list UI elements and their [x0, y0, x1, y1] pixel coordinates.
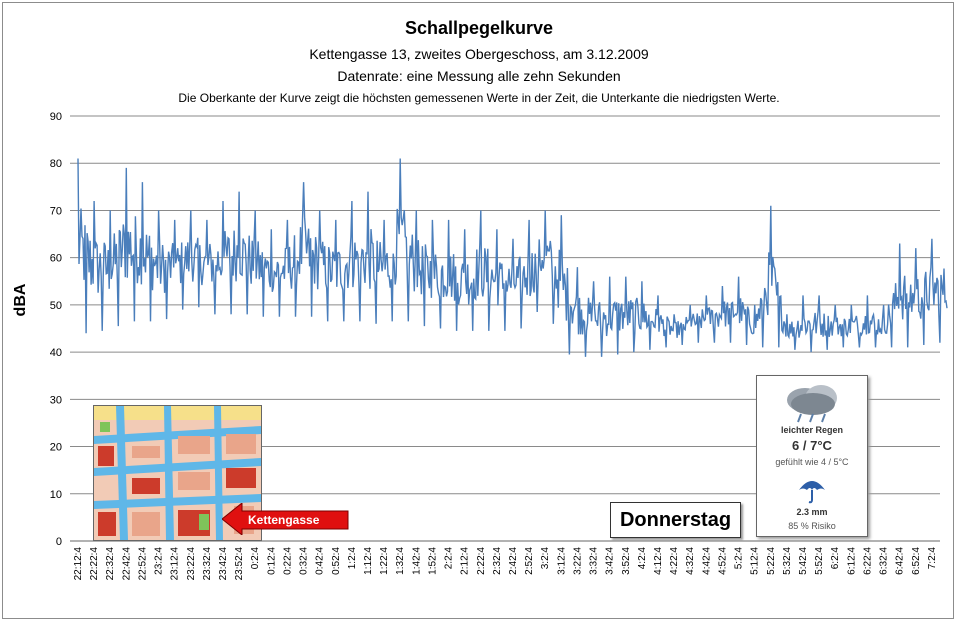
- x-tick-label: 5:12:4: [749, 547, 761, 575]
- weather-widget: [756, 375, 868, 537]
- x-tick-label: 0:32:4: [298, 547, 310, 575]
- x-tick-label: 22:42:4: [121, 547, 133, 581]
- x-tick-label: 2:42:4: [508, 547, 519, 575]
- x-tick-label: 23:42:4: [218, 547, 229, 581]
- x-tick-label: 0:2:4: [250, 547, 262, 570]
- x-tick-label: 4:12:4: [653, 547, 664, 575]
- x-tick-label: 3:2:4: [540, 547, 552, 570]
- y-tick-label: 90: [49, 111, 62, 123]
- x-tick-label: 0:12:4: [266, 547, 278, 575]
- chart-subtitle-location: Kettengasse 13, zweites Obergeschoss, am 3.12.2009: [309, 46, 649, 62]
- x-tick-label: 0:42:4: [314, 547, 326, 575]
- y-tick-label: 80: [49, 158, 62, 171]
- weather-risk: 85 % Risiko: [788, 521, 836, 531]
- weather-condition: leichter Regen: [780, 425, 844, 435]
- y-tick-label: 50: [49, 299, 62, 312]
- y-tick-label: 60: [49, 252, 62, 265]
- x-tick-label: 2:52:4: [524, 547, 536, 575]
- y-tick-label: 70: [49, 205, 62, 218]
- x-tick-label: 23:32:4: [201, 547, 213, 581]
- x-tick-label: 2:12:4: [459, 547, 471, 575]
- x-tick-label: 5:32:4: [781, 547, 793, 575]
- x-tick-label: 4:22:4: [669, 547, 681, 575]
- chart-note: Die Oberkante der Kurve zeigt die höchsten gemessenen Werte in der Zeit, die Unterkante die niedrigsten Werte.: [178, 91, 780, 105]
- x-tick-label: 1:42:4: [411, 547, 423, 575]
- x-tick-label: 6:32:4: [878, 547, 890, 575]
- x-tick-label: 3:52:4: [620, 547, 632, 575]
- x-tick-label: 22:52:4: [137, 547, 149, 581]
- x-tick-label: 23:52:4: [234, 547, 246, 581]
- x-tick-label: 1:22:4: [379, 547, 391, 575]
- x-tick-label: 22:32:4: [105, 547, 117, 581]
- x-tick-label: 3:12:4: [556, 547, 568, 575]
- x-tick-label: 22:12:4: [73, 547, 84, 581]
- y-tick-label: 30: [49, 394, 62, 407]
- x-tick-label: 6:52:4: [910, 547, 922, 575]
- x-tick-label: 3:32:4: [588, 547, 600, 575]
- x-tick-label: 1:52:4: [427, 547, 439, 575]
- x-tick-label: 22:22:4: [89, 547, 101, 581]
- day-label: Donnerstag: [610, 502, 741, 538]
- x-tick-label: 2:32:4: [491, 547, 503, 575]
- chart-subtitle-datarate: Datenrate: eine Messung alle zehn Sekunden: [337, 68, 621, 84]
- umbrella-icon: [797, 474, 827, 504]
- x-tick-label: 4:2:4: [636, 547, 648, 570]
- y-tick-label: 10: [49, 488, 62, 501]
- x-tick-label: 1:32:4: [395, 547, 407, 575]
- x-tick-label: 4:32:4: [685, 547, 697, 575]
- y-tick-label: 40: [49, 347, 62, 360]
- x-tick-label: 23:22:4: [185, 547, 197, 581]
- y-axis-label: dBA: [12, 283, 29, 317]
- cloud-rain-icon: [775, 380, 849, 424]
- x-tick-label: 5:42:4: [798, 547, 809, 575]
- x-tick-label: 4:42:4: [701, 547, 713, 575]
- y-tick-label: 0: [55, 536, 62, 548]
- weather-temperature: 6 / 7°C: [792, 438, 832, 453]
- map-label: Kettengasse: [248, 513, 320, 527]
- y-tick-label: 20: [49, 441, 62, 454]
- x-tick-label: 4:52:4: [717, 547, 729, 575]
- x-tick-label: 2:22:4: [475, 547, 487, 575]
- x-tick-label: 1:12:4: [363, 547, 374, 575]
- x-tick-label: 3:42:4: [604, 547, 616, 575]
- x-tick-label: 6:2:4: [830, 547, 842, 570]
- x-tick-label: 6:22:4: [862, 547, 874, 575]
- x-tick-label: 0:52:4: [330, 547, 342, 575]
- x-tick-label: 3:22:4: [572, 547, 584, 575]
- x-tick-label: 23:12:4: [169, 547, 181, 581]
- weather-precipitation: 2.3 mm: [796, 507, 828, 517]
- y-tick-labels: [50, 111, 62, 548]
- weather-felt-temperature: gefühlt wie 4 / 5°C: [775, 457, 849, 467]
- x-tick-label: 7:2:4: [926, 547, 938, 570]
- x-tick-label: 5:52:4: [814, 547, 826, 575]
- x-tick-label: 1:2:4: [346, 547, 358, 570]
- x-tick-label: 2:2:4: [443, 547, 455, 570]
- x-tick-label: 0:22:4: [282, 547, 294, 575]
- x-tick-label: 6:12:4: [846, 547, 858, 575]
- x-tick-label: 23:2:4: [153, 547, 165, 575]
- x-tick-label: 6:42:4: [894, 547, 906, 575]
- x-tick-label: 5:2:4: [733, 547, 745, 570]
- chart-title: Schallpegelkurve: [404, 18, 554, 38]
- x-tick-label: 5:22:4: [765, 547, 777, 575]
- x-tick-labels: [73, 547, 938, 581]
